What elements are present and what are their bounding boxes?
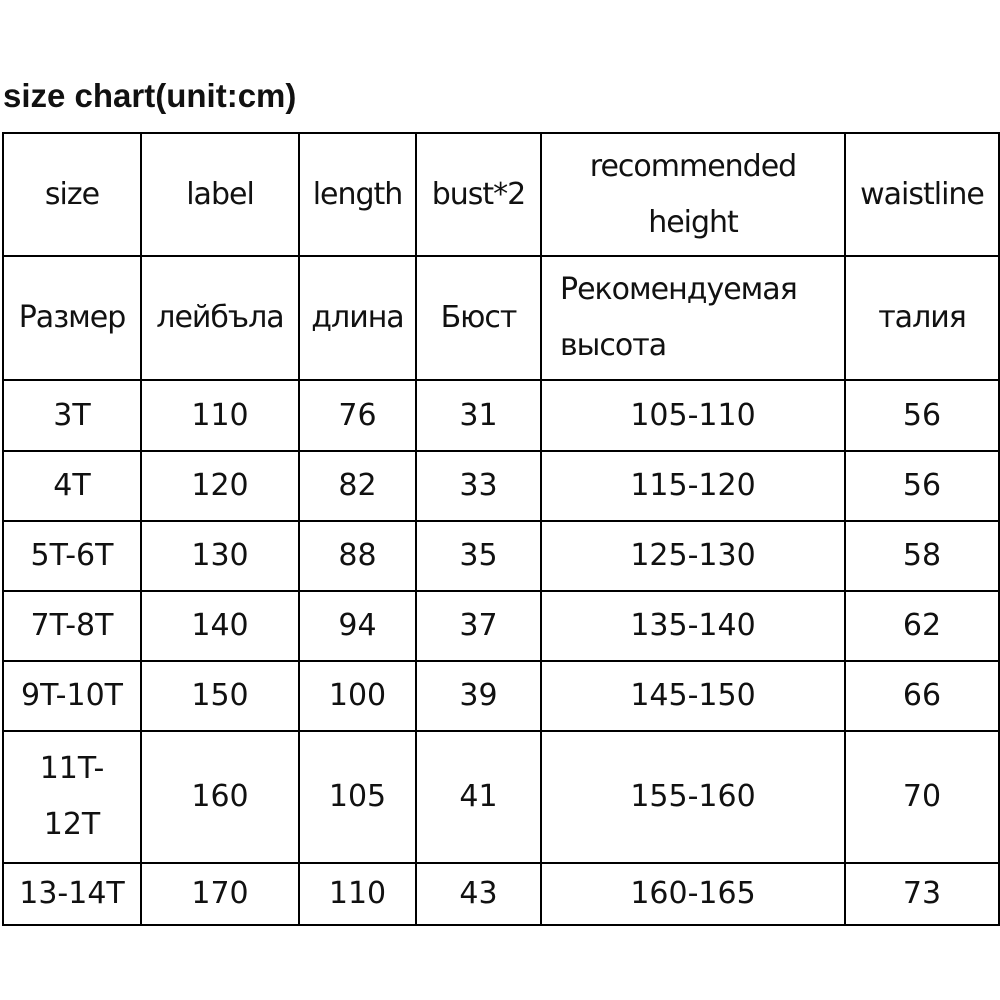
cell-label: 130: [141, 521, 299, 591]
cell-bust: 31: [416, 380, 541, 451]
cell-height: 105-110: [541, 380, 845, 451]
cell-label: 150: [141, 661, 299, 731]
cell-size: 7T-8T: [3, 591, 141, 661]
cell-length: 100: [299, 661, 416, 731]
cell-waistline: 58: [845, 521, 999, 591]
header-rekomenduemaya-vysota: [541, 256, 845, 380]
cell-height: 135-140: [541, 591, 845, 661]
cell-waistline: 56: [845, 380, 999, 451]
cell-label: 170: [141, 863, 299, 925]
cell-size: [3, 731, 141, 863]
header-size: size: [3, 133, 141, 256]
cell-bust: 41: [416, 731, 541, 863]
header-waistline: waistline: [845, 133, 999, 256]
cell-bust: 33: [416, 451, 541, 521]
cell-length: 82: [299, 451, 416, 521]
cell-height: 160-165: [541, 863, 845, 925]
cell-length: 110: [299, 863, 416, 925]
header-leybla: лейбъла: [141, 256, 299, 380]
header-row-english: [3, 133, 999, 256]
cell-height: 155-160: [541, 731, 845, 863]
cell-size: 5T-6T: [3, 521, 141, 591]
cell-height: 125-130: [541, 521, 845, 591]
cell-size: 9T-10T: [3, 661, 141, 731]
cell-height: 145-150: [541, 661, 845, 731]
cell-height: 115-120: [541, 451, 845, 521]
cell-size: 4T: [3, 451, 141, 521]
table-row: [3, 863, 999, 925]
header-byust: Бюст: [416, 256, 541, 380]
cell-bust: 39: [416, 661, 541, 731]
cell-size: 13-14T: [3, 863, 141, 925]
cell-length: 105: [299, 731, 416, 863]
cell-length: 88: [299, 521, 416, 591]
header-rekomenduemaya-vysota-text: Рекомендуемая высота: [560, 272, 797, 363]
cell-length: 76: [299, 380, 416, 451]
header-taliya: талия: [845, 256, 999, 380]
table-row: [3, 451, 999, 521]
cell-label: 140: [141, 591, 299, 661]
cell-bust: 37: [416, 591, 541, 661]
header-bust: bust*2: [416, 133, 541, 256]
table-row: [3, 380, 999, 451]
size-chart-table: [2, 132, 1000, 926]
cell-label: 110: [141, 380, 299, 451]
cell-bust: 35: [416, 521, 541, 591]
header-length: length: [299, 133, 416, 256]
cell-label: 120: [141, 451, 299, 521]
table-row: [3, 521, 999, 591]
header-dlina: длина: [299, 256, 416, 380]
header-razmer: Размер: [3, 256, 141, 380]
cell-bust: 43: [416, 863, 541, 925]
header-row-russian: [3, 256, 999, 380]
header-label: label: [141, 133, 299, 256]
cell-waistline: 70: [845, 731, 999, 863]
cell-label: 160: [141, 731, 299, 863]
cell-waistline: 73: [845, 863, 999, 925]
size-chart-title: size chart(unit:cm): [3, 77, 297, 114]
cell-size-text: 11T-12T: [39, 751, 105, 842]
cell-waistline: 56: [845, 451, 999, 521]
cell-waistline: 62: [845, 591, 999, 661]
header-recommended-height-text: recommended height: [589, 148, 797, 240]
table-row: [3, 591, 999, 661]
table-row: [3, 661, 999, 731]
cell-size: 3T: [3, 380, 141, 451]
table-row: [3, 731, 999, 863]
cell-length: 94: [299, 591, 416, 661]
cell-waistline: 66: [845, 661, 999, 731]
header-recommended-height: [541, 133, 845, 256]
